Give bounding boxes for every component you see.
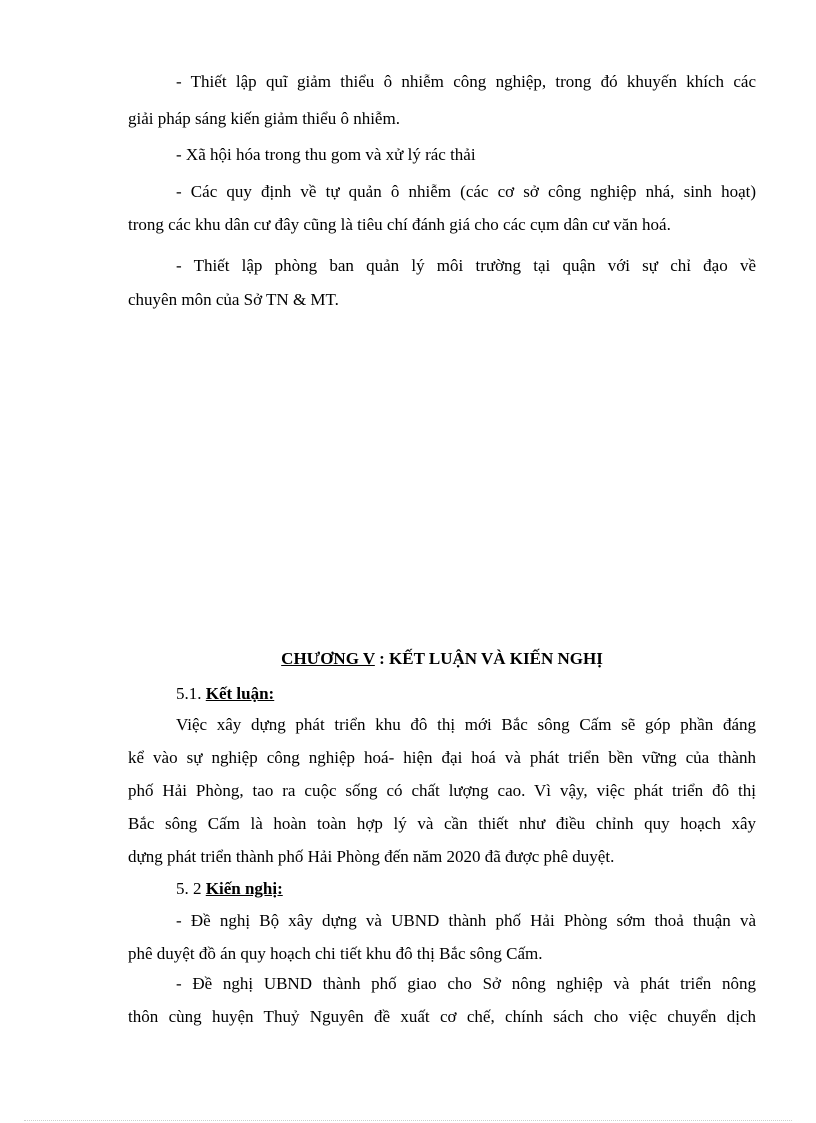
section-heading-conclusion [176, 682, 274, 706]
paragraph-line: Việc xây dựng phát triển khu đô thị mới Bắc sông Cấm sẽ góp phần đáng [176, 715, 756, 734]
paragraph-line: phê duyệt đồ án quy hoạch chi tiết khu đô thị Bắc sông Cấm. [128, 944, 543, 963]
chapter-heading [128, 647, 756, 671]
paragraph-line: - Thiết lập phòng ban quản lý môi trường tại quận với sự chỉ đạo về [176, 256, 756, 275]
paragraph-line: - Các quy định về tự quản ô nhiễm (các cơ sở công nghiệp nhá, sinh hoạt) [176, 182, 756, 201]
section-heading-recommendation [176, 877, 283, 901]
paragraph-line: - Đề nghị Bộ xây dựng và UBND thành phố Hải Phòng sớm thoả thuận và [176, 911, 756, 930]
paragraph-line: chuyên môn của Sở TN & MT. [128, 290, 339, 309]
paragraph-line: Bắc sông Cấm là hoàn toàn hợp lý và cần thiết như điều chỉnh quy hoạch xây [128, 814, 756, 833]
section-title: Kiến nghị: [205, 879, 283, 898]
section-number: 5.1. [176, 684, 206, 703]
section-title: Kết luận: [205, 684, 275, 703]
paragraph-line: trong các khu dân cư đây cũng là tiêu chí đánh giá cho các cụm dân cư văn hoá. [128, 215, 671, 234]
paragraph-line: - Xã hội hóa trong thu gom và xử lý rác thải [176, 145, 476, 164]
paragraph-line: giải pháp sáng kiến giảm thiểu ô nhiễm. [128, 109, 400, 128]
chapter-title: : KẾT LUẬN VÀ KIẾN NGHỊ [374, 649, 603, 668]
paragraph-line: dựng phát triển thành phố Hải Phòng đến năm 2020 đã được phê duyệt. [128, 847, 615, 866]
paragraph-line: - Đề nghị UBND thành phố giao cho Sở nông nghiệp và phát triển nông [176, 974, 756, 993]
paragraph-line: phố Hải Phòng, tao ra cuộc sống có chất lượng cao. Vì vậy, việc phát triển đô thị [128, 781, 756, 800]
paragraph-line: thôn cùng huyện Thuỷ Nguyên đề xuất cơ chế, chính sách cho việc chuyển dịch [128, 1007, 756, 1026]
paragraph-line: - Thiết lập quĩ giảm thiểu ô nhiễm công nghiệp, trong đó khuyến khích các [176, 72, 756, 91]
page-bottom-border [24, 1120, 792, 1121]
chapter-number: CHƯƠNG V [281, 649, 375, 668]
paragraph-line: kể vào sự nghiệp công nghiệp hoá- hiện đại hoá và phát triển bền vững của thành [128, 748, 756, 767]
section-number: 5. 2 [176, 879, 206, 898]
